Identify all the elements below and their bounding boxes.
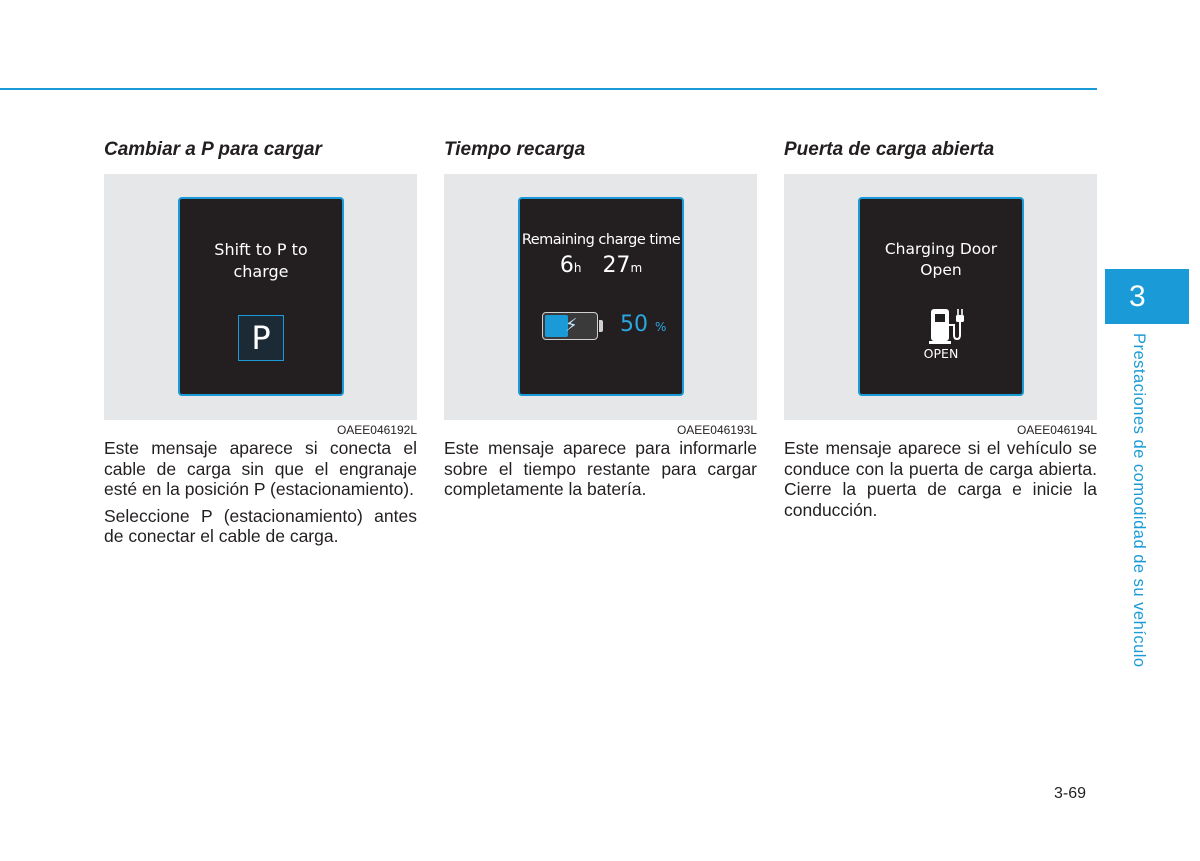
charging-bolt-icon: ⚡ <box>565 315 578 336</box>
page-number: 3-69 <box>1054 785 1087 802</box>
section-heading: Tiempo recarga <box>444 139 586 160</box>
figure-code: OAEE046193L <box>676 423 757 437</box>
charging-pump-icon <box>928 305 964 345</box>
gear-p-indicator: P <box>238 315 284 361</box>
body-paragraph: Este mensaje aparece si conecta el cable de carga sin que el engranaje esté en la posición P (estacionamiento). <box>104 438 417 499</box>
chapter-title: Prestaciones de comodidad de su vehículo <box>1130 333 1148 668</box>
figure <box>444 174 757 420</box>
body-paragraph: Este mensaje aparece si el vehículo se conduce con la puerta de carga abierta. Cierre la puerta de carga e inicie la conducción. <box>784 438 1097 520</box>
figure <box>784 174 1097 420</box>
remaining-time <box>520 253 682 278</box>
percent-value: 50 <box>620 312 648 337</box>
display-message <box>180 239 342 283</box>
cluster-display <box>178 197 344 396</box>
percent-unit: % <box>655 320 667 334</box>
body-paragraph: Este mensaje aparece para informarle sobre el tiempo restante para cargar completamente la batería. <box>444 438 757 499</box>
figure-code: OAEE046194L <box>1016 423 1097 437</box>
display-message-line: Charging Door <box>884 240 998 258</box>
battery-percent <box>620 312 666 337</box>
display-title: Remaining charge time <box>521 232 681 248</box>
display-message-line: Open <box>920 261 962 279</box>
hours-value: 6 <box>559 253 574 278</box>
hours-unit: h <box>573 261 582 275</box>
section-heading: Cambiar a P para cargar <box>104 139 322 160</box>
cluster-display <box>858 197 1024 396</box>
figure <box>104 174 417 420</box>
open-label: OPEN <box>923 346 959 361</box>
section-heading: Puerta de carga abierta <box>784 139 995 160</box>
top-rule <box>0 88 1097 90</box>
display-message-line: Shift to P to <box>214 240 308 259</box>
section-charging-door <box>784 138 1097 526</box>
cluster-display <box>518 197 684 396</box>
battery-icon <box>542 312 598 340</box>
display-message <box>860 239 1022 281</box>
minutes-value: 27 <box>602 253 631 278</box>
battery-cap <box>599 320 603 332</box>
body-paragraph: Seleccione P (estacionamiento) antes de conectar el cable de carga. <box>104 505 417 546</box>
minutes-unit: m <box>630 261 643 275</box>
section-charge-time <box>444 138 757 506</box>
display-message-line: charge <box>233 262 289 281</box>
figure-code: OAEE046192L <box>336 423 417 437</box>
section-shift-to-p <box>104 138 417 553</box>
chapter-tab: 3 <box>1105 269 1189 324</box>
